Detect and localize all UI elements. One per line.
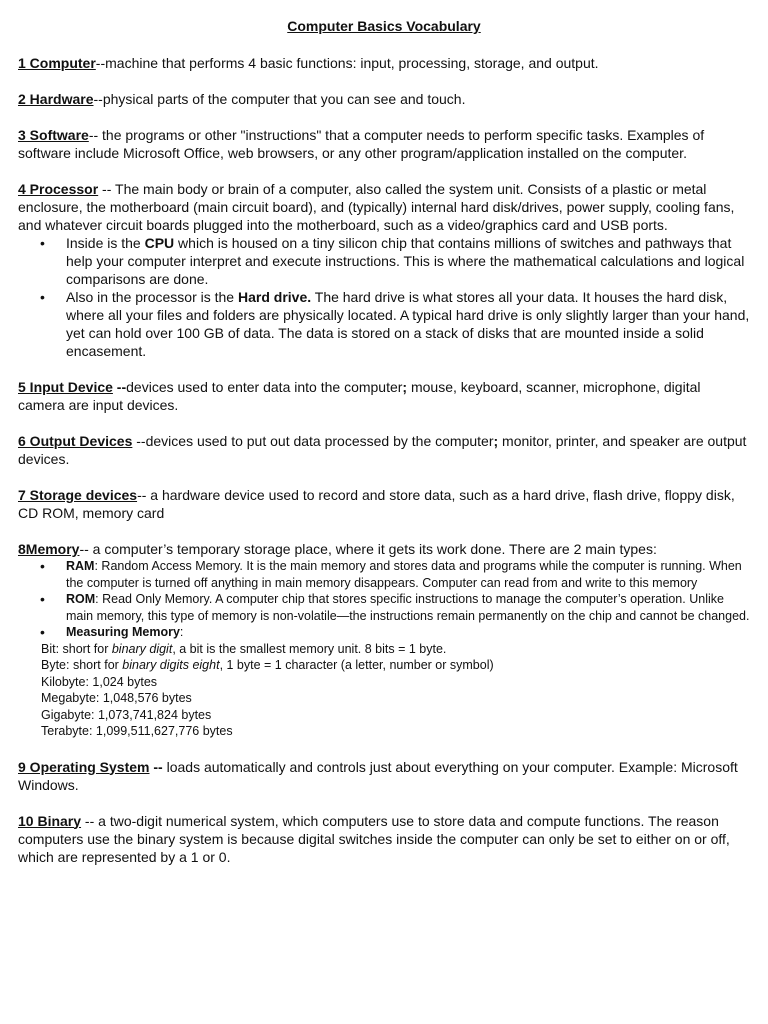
bullet-rom — [66, 591, 750, 624]
def-output-devices-examples: monitor, printer, and speaker are output devices. — [18, 433, 747, 467]
measuring-memory-colon: : — [179, 625, 184, 639]
memory-bullet-list — [18, 558, 750, 641]
bullet-ram — [66, 558, 750, 591]
processor-bullet-list — [18, 234, 750, 360]
def-storage-devices: a hardware device used to record and store data, such as a hard drive, flash drive, floppy disk, CD ROM, memory card — [18, 487, 735, 521]
bullet-measuring-memory — [66, 624, 750, 641]
cpu-text: which is housed on a tiny silicon chip that contains millions of switches and pathways that help your computer interpret and execute instructions. This is where the mathematical calculations and logical comparisons are done. — [66, 235, 745, 287]
term-computer: 1 Computer — [18, 55, 96, 71]
sep-software: -- — [88, 127, 99, 143]
cpu-pre: Inside is the — [66, 235, 145, 251]
semicolon-input: ; — [402, 379, 408, 395]
byte-italic: binary digits eight — [122, 658, 220, 672]
ram-term: RAM — [66, 559, 95, 573]
entry-input-device — [18, 378, 750, 414]
page-title: Computer Basics Vocabulary — [287, 18, 481, 34]
bullet-hard-drive — [66, 288, 750, 360]
def-memory: a computer’s temporary storage place, where it gets its work done. There are 2 main types: — [88, 541, 657, 557]
entry-operating-system — [18, 758, 750, 794]
term-storage-devices: 7 Storage devices — [18, 487, 138, 503]
entry-binary — [18, 812, 750, 866]
sep-computer: -- — [95, 55, 106, 71]
term-memory: 8Memory — [18, 541, 80, 557]
hard-drive-pre: Also in the processor is the — [66, 289, 238, 305]
semicolon-output: ; — [493, 433, 499, 449]
sep-operating-system: -- — [149, 758, 163, 775]
byte-pre: Byte: short for — [41, 658, 123, 672]
term-operating-system: 9 Operating System — [18, 758, 150, 775]
bit-italic: binary digit — [111, 641, 173, 656]
document-page — [18, 17, 750, 866]
unit-kilobyte: Kilobyte: 1,024 bytes — [41, 674, 158, 689]
unit-megabyte: Megabyte: 1,048,576 bytes — [41, 691, 192, 705]
cpu-term: CPU — [144, 235, 175, 251]
unit-terabyte: Terabyte: 1,099,511,627,776 bytes — [41, 724, 233, 738]
term-hardware: 2 Hardware — [18, 91, 94, 107]
ram-text: : Random Access Memory. It is the main memory and stores data and programs while the computer is running. When the computer is turned off anything in main memory disappears. Computer can read from and write to this memory — [66, 559, 742, 590]
entry-storage-devices — [18, 486, 750, 522]
sep-input-device: -- — [112, 379, 127, 395]
unit-bit — [41, 641, 750, 658]
memory-units-list — [41, 641, 750, 740]
def-input-device-examples: mouse, keyboard, scanner, microphone, digital camera are input devices. — [18, 379, 701, 413]
bit-pre: Bit: short for — [41, 641, 112, 656]
def-hardware: physical parts of the computer that you can see and touch. — [102, 91, 466, 107]
def-software: the programs or other "instructions" that a computer needs to perform specific tasks. Examples of software include Microsoft Office, web browsers, or any other program/application installed on the computer. — [18, 127, 705, 161]
def-operating-system: loads automatically and controls just about everything on your computer. Example: Microsoft Windows. — [18, 758, 738, 793]
entry-computer — [18, 54, 750, 72]
hard-drive-text: The hard drive is what stores all your data. It houses the hard disk, where all your files and folders are physically located. A typical hard drive is only slightly larger than your hand, yet can hold over 100 GB of data. The data is stored on a stack of disks that are mounted inside a solid encasement. — [66, 289, 750, 359]
bullet-cpu — [66, 234, 750, 288]
entry-memory — [18, 540, 750, 558]
entry-hardware — [18, 90, 750, 108]
def-binary: a two-digit numerical system, which computers use to store data and compute functions. The reason computers use the binary system is because digital switches inside the computer can only be set to either on or off, which are represented by a 1 or 0. — [18, 812, 730, 865]
entry-software — [18, 126, 750, 162]
entry-processor — [18, 180, 750, 234]
unit-gigabyte: Gigabyte: 1,073,741,824 bytes — [41, 707, 212, 722]
measuring-memory-term: Measuring Memory — [66, 625, 180, 639]
term-input-device: 5 Input Device — [18, 379, 113, 395]
sep-processor: -- — [98, 181, 116, 197]
def-input-device: devices used to enter data into the computer — [126, 379, 403, 395]
def-computer: machine that performs 4 basic functions: input, processing, storage, and output. — [105, 55, 599, 71]
term-binary: 10 Binary — [18, 812, 82, 829]
unit-byte — [41, 657, 750, 674]
def-output-devices: devices used to put out data processed by the computer — [145, 433, 494, 449]
sep-hardware: -- — [93, 91, 103, 107]
term-software: 3 Software — [18, 127, 89, 143]
sep-output-devices: -- — [132, 433, 146, 449]
rom-text: : Read Only Memory. A computer chip that stores specific instructions to manage the computer’s operation. Unlike main memory, this type of memory is non-volatile—the instructions remain permanently on the chip and cannot be changed. — [66, 592, 750, 623]
def-processor: The main body or brain of a computer, also called the system unit. Consists of a plastic or metal enclosure, the motherboard (main circuit board), and (typically) internal hard disk/drives, power supply, cooling fans, and whatever circuit boards plugged into the motherboard, such as a video/graphics card and USB ports. — [18, 181, 735, 233]
bit-post: , a bit is the smallest memory unit. 8 bits = 1 byte. — [172, 641, 447, 656]
sep-memory: -- — [79, 541, 89, 557]
hard-drive-term: Hard drive. — [237, 289, 312, 305]
sep-binary: -- — [81, 812, 95, 829]
rom-term: ROM — [66, 592, 96, 606]
term-processor: 4 Processor — [18, 181, 99, 197]
entry-output-devices — [18, 432, 750, 468]
sep-storage-devices: -- — [137, 487, 147, 503]
term-output-devices: 6 Output Devices — [18, 433, 133, 449]
byte-post: , 1 byte = 1 character (a letter, number or symbol) — [219, 658, 494, 672]
